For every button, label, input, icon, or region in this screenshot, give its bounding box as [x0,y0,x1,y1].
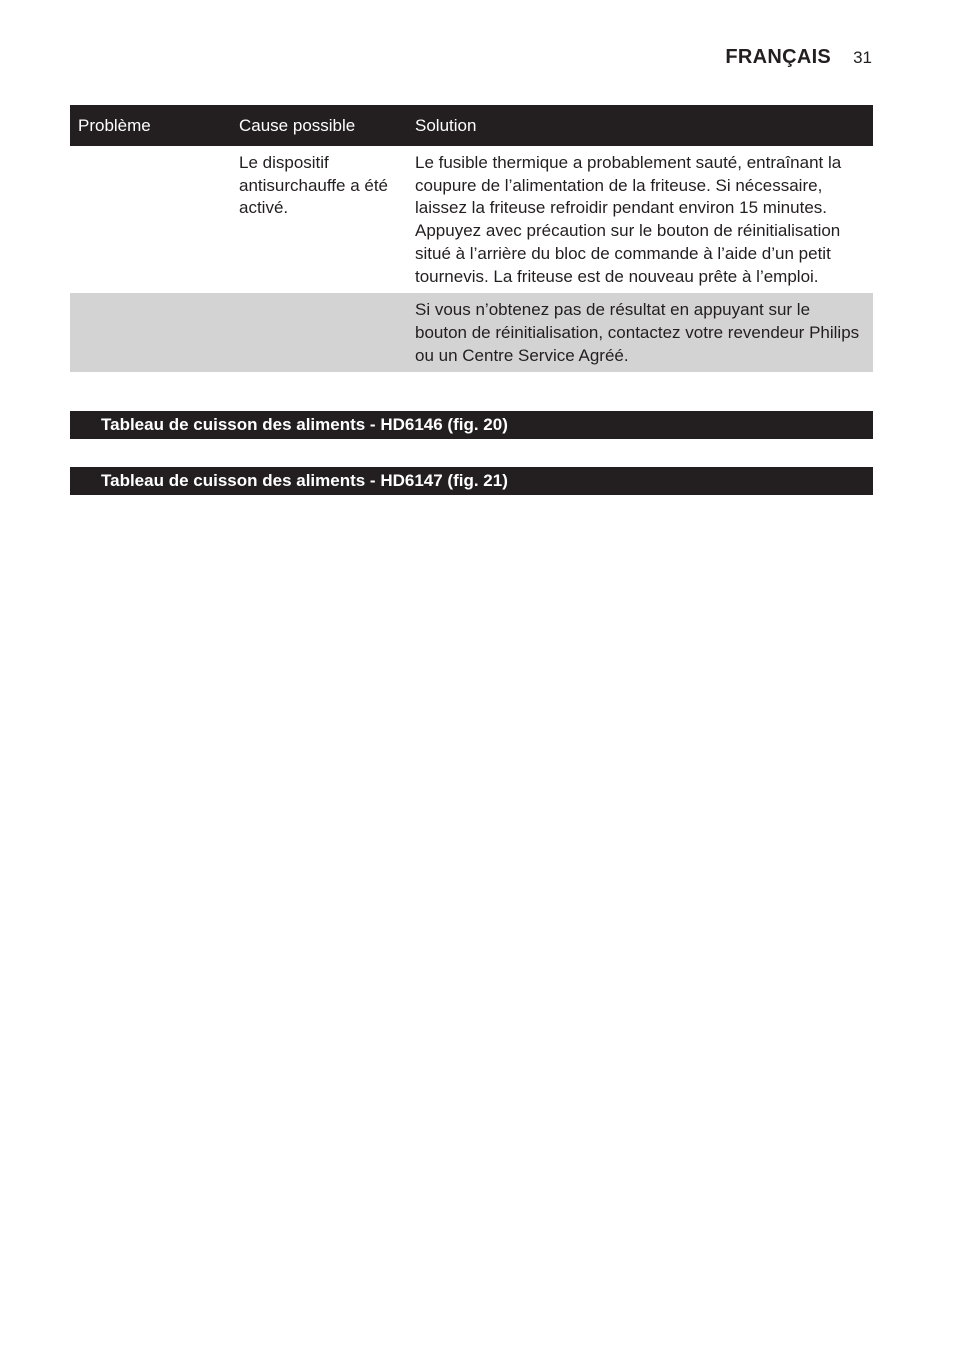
page-header [725,46,872,69]
cause-cell [231,299,407,367]
table-row [70,293,873,372]
page-number: 31 [853,48,872,67]
table-header-row [70,105,873,146]
troubleshooting-table [70,105,873,372]
column-header-cause: Cause possible [239,116,356,135]
solution-cell: Si vous n’obtenez pas de résultat en appuyant sur le bouton de réinitialisation, contactez votre revendeur Philips ou un Centre Service Agréé. [415,300,860,365]
section-heading-hd6146: Tableau de cuisson des aliments - HD6146 (fig. 20) [70,411,873,439]
section-heading-hd6147: Tableau de cuisson des aliments - HD6147 (fig. 21) [70,467,873,495]
column-header-solution: Solution [415,116,477,135]
problem-cell [70,299,231,367]
solution-cell: Le fusible thermique a probablement sauté, entraînant la coupure de l’alimentation de la friteuse. Si nécessaire, laissez la friteuse refroidir pendant environ 15 minutes. Appuyez avec précaution sur le bouton de réinitialisation situé à l’arrière du bloc de commande à l’aide d’un petit tournevis. La friteuse est de nouveau prête à l’emploi. [415,153,842,286]
cause-cell: Le dispositif antisurchauffe a été activé. [239,153,389,218]
column-header-problem: Problème [78,116,151,135]
language-title: FRANÇAIS [725,46,832,68]
problem-cell [70,152,231,288]
table-row [70,146,873,293]
